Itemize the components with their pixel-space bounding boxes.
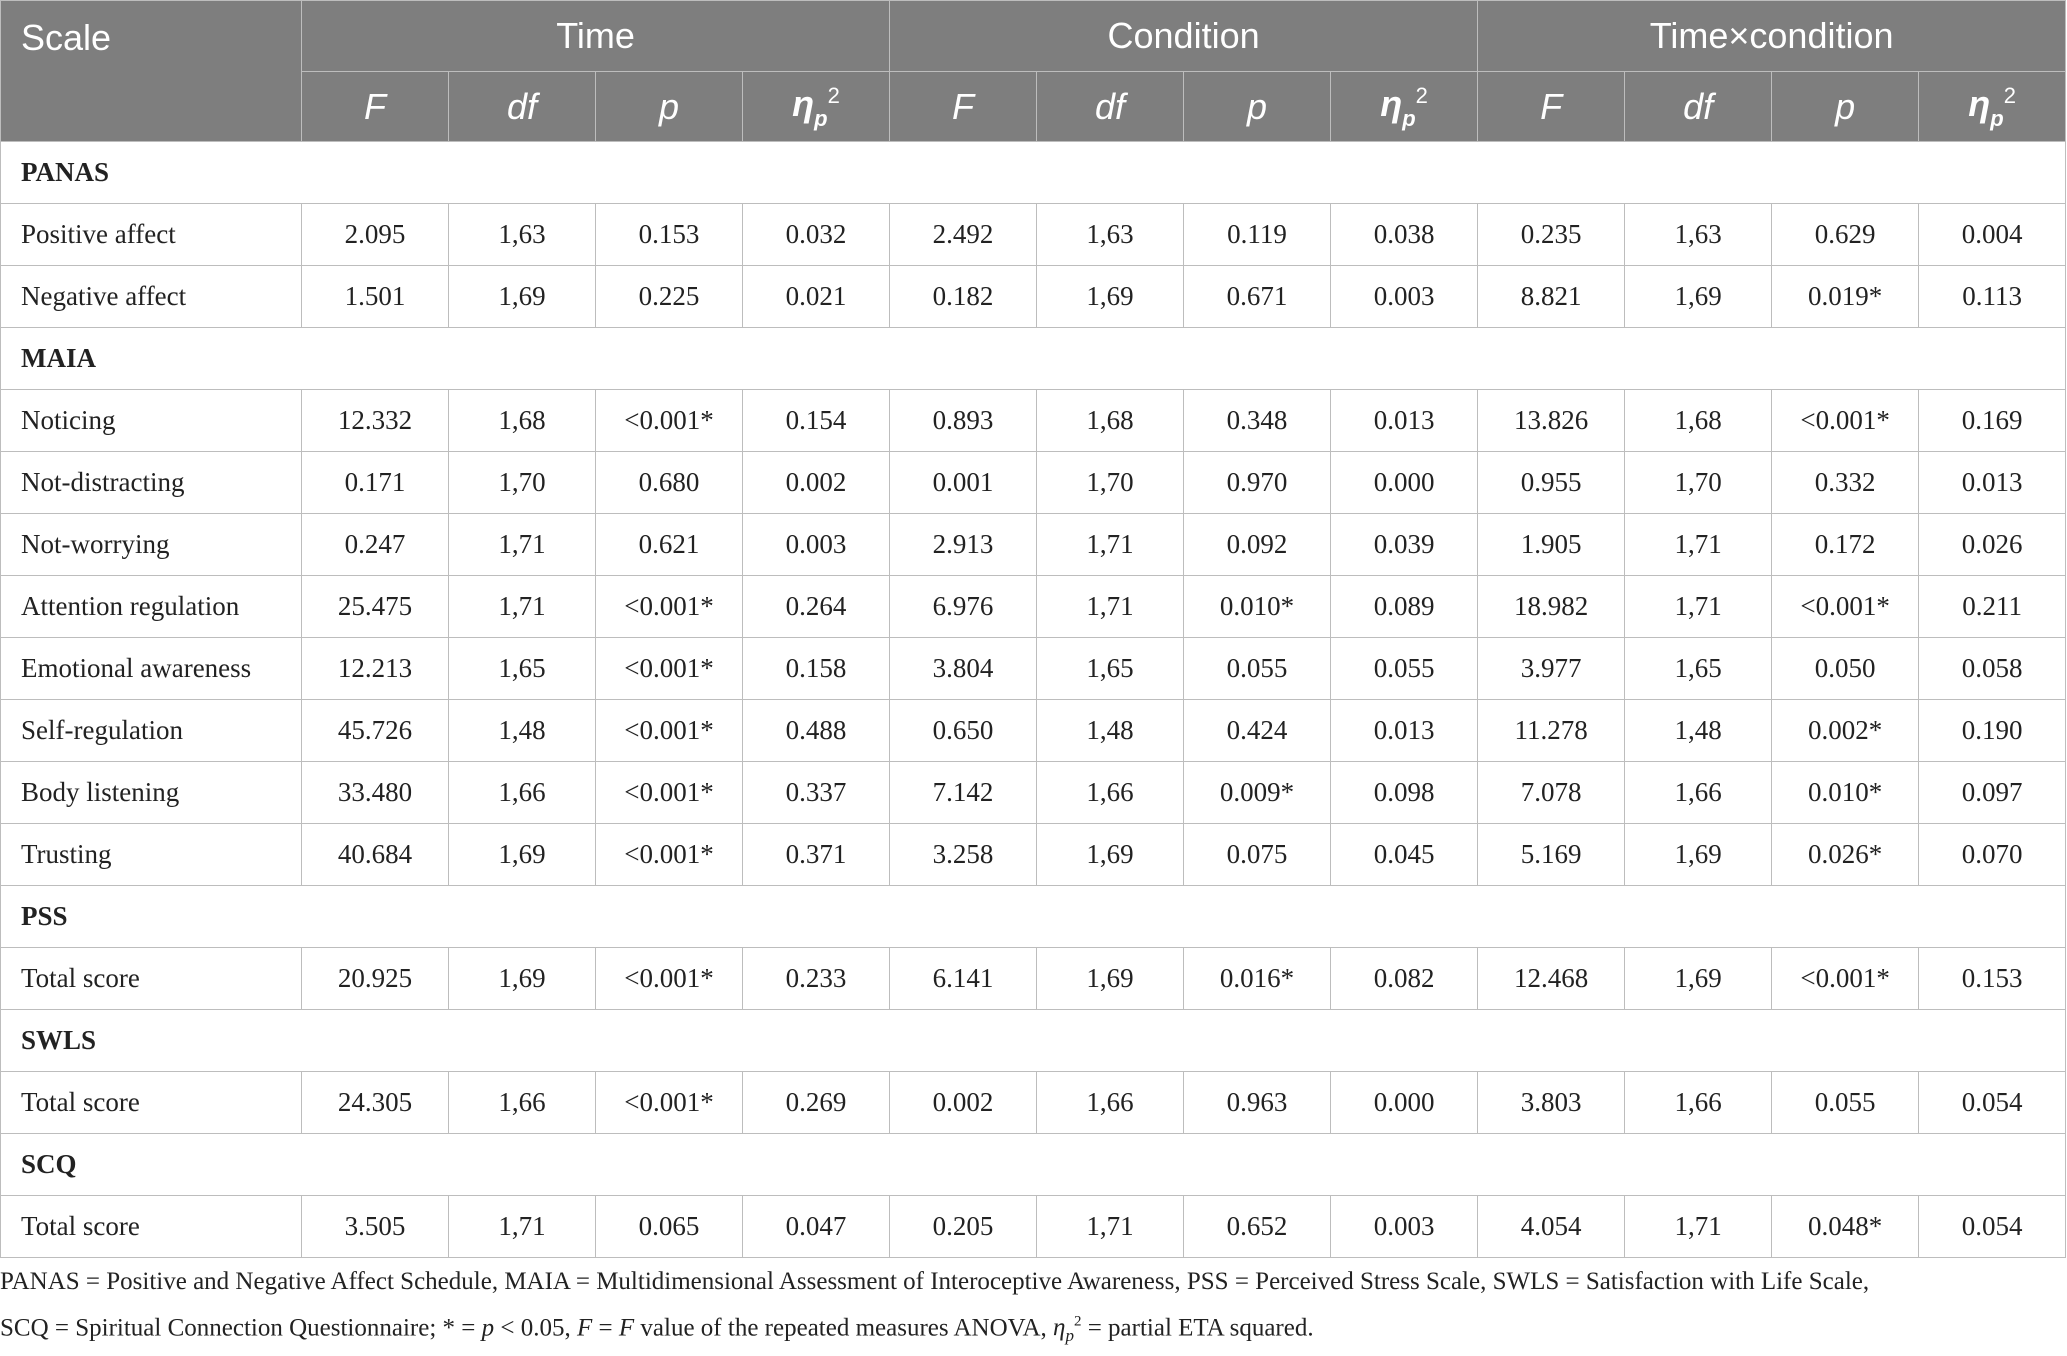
cell-f: 12.332 <box>302 390 449 452</box>
cell-df: 1,69 <box>449 948 596 1010</box>
cell-df: 1,69 <box>449 824 596 886</box>
cell-f: 0.001 <box>890 452 1037 514</box>
cell-p: <0.001* <box>596 576 743 638</box>
cell-eta: 0.013 <box>1919 452 2066 514</box>
cell-p: 0.026* <box>1772 824 1919 886</box>
cell-df: 1,63 <box>1625 204 1772 266</box>
cell-eta: 0.003 <box>1331 1196 1478 1258</box>
section-label: SCQ <box>1 1134 2066 1196</box>
subcolumn-header-eta: $\eta_p^2$ <box>1919 72 2066 142</box>
cell-f: 25.475 <box>302 576 449 638</box>
cell-eta: 0.055 <box>1331 638 1478 700</box>
cell-eta: 0.000 <box>1331 452 1478 514</box>
cell-p: 0.050 <box>1772 638 1919 700</box>
cell-eta: 0.097 <box>1919 762 2066 824</box>
table-body <box>1 142 2066 1258</box>
section-row <box>1 1010 2066 1072</box>
cell-p: <0.001* <box>596 762 743 824</box>
cell-f: 3.803 <box>1478 1072 1625 1134</box>
row-label: Noticing <box>1 390 302 452</box>
cell-f: 3.977 <box>1478 638 1625 700</box>
cell-p: <0.001* <box>596 824 743 886</box>
row-label: Negative affect <box>1 266 302 328</box>
cell-f: 3.258 <box>890 824 1037 886</box>
cell-eta: 0.169 <box>1919 390 2066 452</box>
cell-p: 0.010* <box>1184 576 1331 638</box>
cell-df: 1,48 <box>1037 700 1184 762</box>
cell-eta: 0.113 <box>1919 266 2066 328</box>
subcolumn-header-eta: $\eta_p^2$ <box>743 72 890 142</box>
cell-df: 1,71 <box>1037 576 1184 638</box>
cell-f: 20.925 <box>302 948 449 1010</box>
cell-df: 1,71 <box>449 576 596 638</box>
subcolumn-header-f: F <box>890 72 1037 142</box>
table-row <box>1 1072 2066 1134</box>
cell-df: 1,65 <box>449 638 596 700</box>
subcolumn-header-p: p <box>1772 72 1919 142</box>
cell-df: 1,70 <box>1037 452 1184 514</box>
row-label: Trusting <box>1 824 302 886</box>
cell-eta: 0.154 <box>743 390 890 452</box>
footnote-eta-symbol: $\eta_p^2$ <box>1053 1314 1082 1346</box>
cell-f: 6.976 <box>890 576 1037 638</box>
section-label: PANAS <box>1 142 2066 204</box>
cell-eta: 0.082 <box>1331 948 1478 1010</box>
cell-eta: 0.003 <box>743 514 890 576</box>
footnote-text: = partial ETA squared. <box>1081 1314 1314 1342</box>
cell-df: 1,71 <box>1625 514 1772 576</box>
cell-df: 1,66 <box>449 1072 596 1134</box>
cell-df: 1,71 <box>449 514 596 576</box>
cell-df: 1,66 <box>1625 1072 1772 1134</box>
cell-df: 1,69 <box>449 266 596 328</box>
table-row <box>1 576 2066 638</box>
cell-df: 1,48 <box>1625 700 1772 762</box>
cell-df: 1,66 <box>1037 762 1184 824</box>
cell-f: 0.247 <box>302 514 449 576</box>
subcolumn-header-eta: $\eta_p^2$ <box>1331 72 1478 142</box>
cell-p: 0.680 <box>596 452 743 514</box>
cell-p: 0.424 <box>1184 700 1331 762</box>
cell-f: 0.171 <box>302 452 449 514</box>
cell-eta: 0.013 <box>1331 390 1478 452</box>
cell-p: <0.001* <box>1772 390 1919 452</box>
cell-p: 0.016* <box>1184 948 1331 1010</box>
cell-f: 40.684 <box>302 824 449 886</box>
row-label: Total score <box>1 1196 302 1258</box>
section-label: SWLS <box>1 1010 2066 1072</box>
cell-eta: 0.026 <box>1919 514 2066 576</box>
cell-eta: 0.003 <box>1331 266 1478 328</box>
cell-df: 1,68 <box>1037 390 1184 452</box>
table-row <box>1 762 2066 824</box>
cell-f: 0.893 <box>890 390 1037 452</box>
section-label: MAIA <box>1 328 2066 390</box>
cell-p: <0.001* <box>596 700 743 762</box>
cell-p: 0.019* <box>1772 266 1919 328</box>
cell-df: 1,63 <box>449 204 596 266</box>
cell-df: 1,71 <box>1625 576 1772 638</box>
cell-eta: 0.158 <box>743 638 890 700</box>
cell-df: 1,69 <box>1037 824 1184 886</box>
cell-p: 0.172 <box>1772 514 1919 576</box>
cell-f: 0.650 <box>890 700 1037 762</box>
table-row <box>1 638 2066 700</box>
cell-eta: 0.337 <box>743 762 890 824</box>
cell-f: 8.821 <box>1478 266 1625 328</box>
cell-p: 0.055 <box>1772 1072 1919 1134</box>
cell-df: 1,69 <box>1625 948 1772 1010</box>
footnote-text: value of the repeated measures ANOVA, <box>634 1314 1054 1342</box>
row-label: Total score <box>1 1072 302 1134</box>
cell-p: 0.153 <box>596 204 743 266</box>
cell-df: 1,66 <box>449 762 596 824</box>
cell-p: 0.048* <box>1772 1196 1919 1258</box>
cell-p: 0.055 <box>1184 638 1331 700</box>
cell-eta: 0.233 <box>743 948 890 1010</box>
cell-p: 0.621 <box>596 514 743 576</box>
cell-p: 0.348 <box>1184 390 1331 452</box>
table-row <box>1 514 2066 576</box>
cell-df: 1,65 <box>1625 638 1772 700</box>
footnote-p-symbol: p <box>481 1314 495 1342</box>
cell-f: 3.505 <box>302 1196 449 1258</box>
cell-p: 0.652 <box>1184 1196 1331 1258</box>
cell-df: 1,69 <box>1625 266 1772 328</box>
group-header-condition: Condition <box>890 1 1478 72</box>
cell-p: <0.001* <box>596 638 743 700</box>
cell-f: 1.905 <box>1478 514 1625 576</box>
cell-df: 1,63 <box>1037 204 1184 266</box>
group-header-time: Time <box>302 1 890 72</box>
cell-eta: 0.098 <box>1331 762 1478 824</box>
cell-f: 24.305 <box>302 1072 449 1134</box>
cell-f: 0.002 <box>890 1072 1037 1134</box>
cell-p: 0.092 <box>1184 514 1331 576</box>
cell-p: 0.010* <box>1772 762 1919 824</box>
cell-f: 12.468 <box>1478 948 1625 1010</box>
footnote-text: < 0.05, <box>494 1314 577 1342</box>
footnote-text: SCQ = Spiritual Connection Questionnaire; * = <box>0 1314 482 1342</box>
cell-df: 1,48 <box>449 700 596 762</box>
cell-p: <0.001* <box>596 390 743 452</box>
cell-f: 1.501 <box>302 266 449 328</box>
cell-f: 7.078 <box>1478 762 1625 824</box>
table-row <box>1 700 2066 762</box>
cell-f: 3.804 <box>890 638 1037 700</box>
table-row <box>1 452 2066 514</box>
row-label: Not-worrying <box>1 514 302 576</box>
cell-p: 0.002* <box>1772 700 1919 762</box>
table-row <box>1 824 2066 886</box>
footnote-line-2 <box>0 1302 2060 1356</box>
cell-p: 0.629 <box>1772 204 1919 266</box>
table-header <box>1 1 2066 142</box>
cell-eta: 0.038 <box>1331 204 1478 266</box>
cell-f: 0.235 <box>1478 204 1625 266</box>
cell-eta: 0.269 <box>743 1072 890 1134</box>
cell-eta: 0.190 <box>1919 700 2066 762</box>
cell-eta: 0.211 <box>1919 576 2066 638</box>
table-footnote <box>0 1262 2060 1356</box>
footnote-text: = <box>592 1314 619 1342</box>
subcolumn-header-df: df <box>1625 72 1772 142</box>
cell-eta: 0.045 <box>1331 824 1478 886</box>
cell-eta: 0.054 <box>1919 1196 2066 1258</box>
cell-eta: 0.047 <box>743 1196 890 1258</box>
cell-p: <0.001* <box>596 948 743 1010</box>
cell-eta: 0.013 <box>1331 700 1478 762</box>
row-label: Positive affect <box>1 204 302 266</box>
cell-df: 1,68 <box>1625 390 1772 452</box>
cell-eta: 0.000 <box>1331 1072 1478 1134</box>
row-label: Attention regulation <box>1 576 302 638</box>
subcolumn-header-f: F <box>302 72 449 142</box>
cell-p: 0.009* <box>1184 762 1331 824</box>
footnote-f-symbol: F <box>577 1314 593 1342</box>
cell-p: 0.119 <box>1184 204 1331 266</box>
cell-f: 13.826 <box>1478 390 1625 452</box>
cell-eta: 0.058 <box>1919 638 2066 700</box>
section-row <box>1 886 2066 948</box>
table-row <box>1 390 2066 452</box>
cell-f: 18.982 <box>1478 576 1625 638</box>
cell-df: 1,71 <box>1625 1196 1772 1258</box>
row-label: Not-distracting <box>1 452 302 514</box>
cell-f: 0.205 <box>890 1196 1037 1258</box>
cell-df: 1,65 <box>1037 638 1184 700</box>
section-row <box>1 1134 2066 1196</box>
cell-eta: 0.070 <box>1919 824 2066 886</box>
cell-f: 11.278 <box>1478 700 1625 762</box>
subcolumn-header-p: p <box>1184 72 1331 142</box>
row-label: Body listening <box>1 762 302 824</box>
cell-eta: 0.089 <box>1331 576 1478 638</box>
cell-f: 6.141 <box>890 948 1037 1010</box>
cell-df: 1,66 <box>1037 1072 1184 1134</box>
cell-df: 1,69 <box>1625 824 1772 886</box>
cell-df: 1,69 <box>1037 266 1184 328</box>
cell-f: 12.213 <box>302 638 449 700</box>
group-header-time-condition: Time×condition <box>1478 1 2066 72</box>
cell-f: 45.726 <box>302 700 449 762</box>
cell-f: 4.054 <box>1478 1196 1625 1258</box>
subcolumn-header-df: df <box>1037 72 1184 142</box>
cell-eta: 0.264 <box>743 576 890 638</box>
table-row <box>1 204 2066 266</box>
cell-eta: 0.153 <box>1919 948 2066 1010</box>
subcolumn-header-row <box>1 72 2066 142</box>
table-row <box>1 1196 2066 1258</box>
section-row <box>1 142 2066 204</box>
cell-f: 33.480 <box>302 762 449 824</box>
subcolumn-header-f: F <box>1478 72 1625 142</box>
cell-eta: 0.021 <box>743 266 890 328</box>
cell-df: 1,69 <box>1037 948 1184 1010</box>
cell-p: <0.001* <box>596 1072 743 1134</box>
footnote-line-1: PANAS = Positive and Negative Affect Schedule, MAIA = Multidimensional Assessment of Interoceptive Awareness, PSS = Perceived Stress Scale, SWLS = Satisfaction with Life Scale, <box>0 1268 1870 1295</box>
cell-eta: 0.371 <box>743 824 890 886</box>
cell-f: 0.182 <box>890 266 1037 328</box>
subcolumn-header-df: df <box>449 72 596 142</box>
cell-df: 1,66 <box>1625 762 1772 824</box>
cell-p: 0.332 <box>1772 452 1919 514</box>
cell-p: <0.001* <box>1772 948 1919 1010</box>
cell-df: 1,68 <box>449 390 596 452</box>
cell-eta: 0.004 <box>1919 204 2066 266</box>
scale-column-header: Scale <box>1 1 302 142</box>
cell-df: 1,70 <box>1625 452 1772 514</box>
cell-df: 1,71 <box>449 1196 596 1258</box>
table-row <box>1 266 2066 328</box>
row-label: Self-regulation <box>1 700 302 762</box>
cell-eta: 0.032 <box>743 204 890 266</box>
row-label: Total score <box>1 948 302 1010</box>
section-label: PSS <box>1 886 2066 948</box>
cell-eta: 0.002 <box>743 452 890 514</box>
cell-p: 0.671 <box>1184 266 1331 328</box>
cell-f: 7.142 <box>890 762 1037 824</box>
cell-p: 0.075 <box>1184 824 1331 886</box>
cell-f: 2.095 <box>302 204 449 266</box>
cell-df: 1,71 <box>1037 514 1184 576</box>
cell-eta: 0.054 <box>1919 1072 2066 1134</box>
cell-eta: 0.039 <box>1331 514 1478 576</box>
cell-f: 5.169 <box>1478 824 1625 886</box>
cell-eta: 0.488 <box>743 700 890 762</box>
cell-df: 1,70 <box>449 452 596 514</box>
cell-df: 1,71 <box>1037 1196 1184 1258</box>
cell-p: 0.225 <box>596 266 743 328</box>
cell-f: 2.913 <box>890 514 1037 576</box>
section-row <box>1 328 2066 390</box>
cell-p: 0.970 <box>1184 452 1331 514</box>
cell-p: 0.065 <box>596 1196 743 1258</box>
cell-f: 0.955 <box>1478 452 1625 514</box>
cell-p: 0.963 <box>1184 1072 1331 1134</box>
row-label: Emotional awareness <box>1 638 302 700</box>
cell-p: <0.001* <box>1772 576 1919 638</box>
subcolumn-header-p: p <box>596 72 743 142</box>
cell-f: 2.492 <box>890 204 1037 266</box>
footnote-f-symbol: F <box>618 1314 635 1342</box>
table-row <box>1 948 2066 1010</box>
